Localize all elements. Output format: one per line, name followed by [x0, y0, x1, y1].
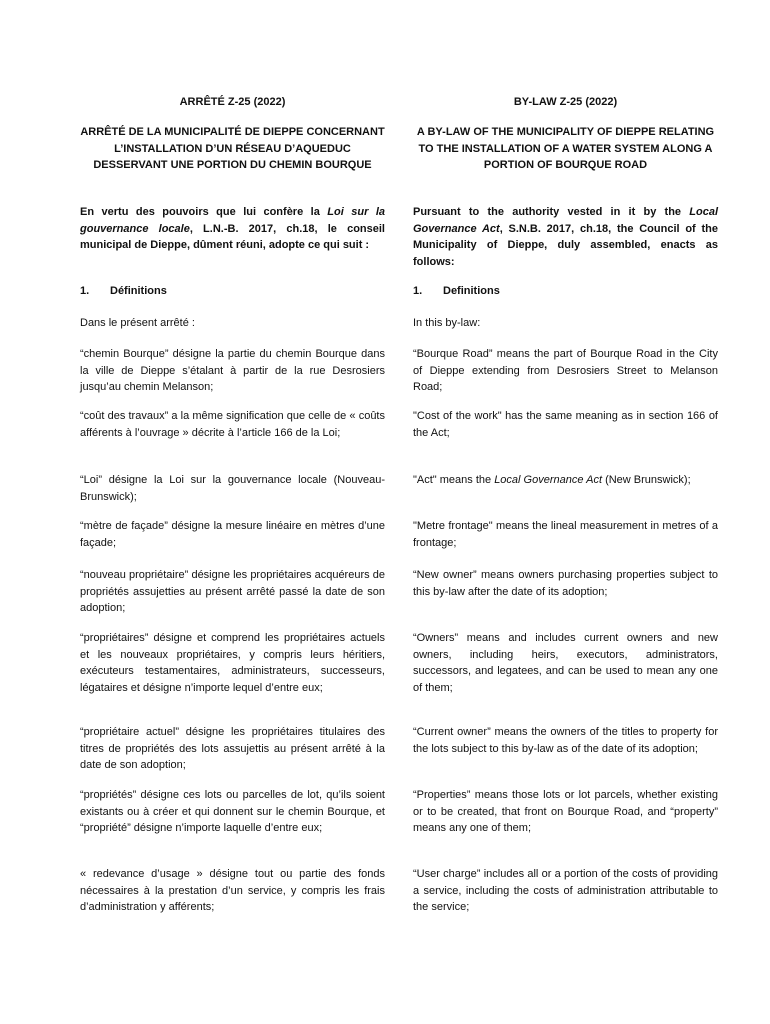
- english-preamble: Pursuant to the authority vested in it by the Local Governance Act, S.N.B. 2017, ch.18, the Council of the Municipality of Dieppe, duly assembled, enacts as follows:: [413, 206, 718, 268]
- english-definition: "Act" means the Local Governance Act (New Brunswick);: [413, 474, 691, 486]
- english-subtitle: A BY-LAW OF THE MUNICIPALITY OF DIEPPE RELATING TO THE INSTALLATION OF A WATER SYSTEM ALONG A PORTION OF BOURQUE ROAD: [416, 126, 715, 171]
- english-title: BY-LAW Z-25 (2022): [513, 96, 618, 108]
- english-section-heading: 1. Definitions: [413, 285, 500, 297]
- french-preamble: En vertu des pouvoirs que lui confère la Loi sur la gouvernance locale, L.N.-B. 2017, ch.18, le conseil municipal de Dieppe, dûment réuni, adopte ce qui suit :: [80, 206, 385, 251]
- french-definition: “coût des travaux” a la même signification que celle de « coûts afférents à l’ouvrage » décrite à l’article 166 de la Loi;: [80, 410, 385, 439]
- english-definition: “User charge” includes all or a portion of the costs of providing a service, including the costs of administration attributable to the service;: [413, 868, 718, 913]
- french-definition: “propriétaires” désigne et comprend les propriétaires actuels et les nouveaux propriétaires, y compris leurs héritiers, exécuteurs testamentaires, administrateurs, successeurs, légataires et désigne n’importe lequel d’entre eux;: [80, 632, 385, 694]
- french-definition: « redevance d’usage » désigne tout ou partie des fonds nécessaires à la prestation d’un service, y compris les frais d’administration y afférents;: [80, 868, 385, 913]
- french-definition: “chemin Bourque” désigne la partie du chemin Bourque dans la ville de Dieppe s’étalant à partir de la rue Desrosiers jusqu’au chemin Melanson;: [80, 348, 385, 393]
- english-definition: “Owners” means and includes current owners and new owners, including heirs, executors, administrators, successors, and legatees, and can be used to mean any one of them;: [413, 632, 718, 694]
- french-intro: Dans le présent arrêté :: [80, 317, 195, 329]
- french-definition: “Loi” désigne la Loi sur la gouvernance locale (Nouveau-Brunswick);: [80, 474, 385, 503]
- english-definition: “Bourque Road” means the part of Bourque Road in the City of Dieppe extending from Desrosiers Street to Melanson Road;: [413, 348, 718, 393]
- english-definition: “Current owner” means the owners of the titles to property for the lots subject to this by-law as of the date of its adoption;: [413, 726, 718, 755]
- french-definition: “mètre de façade” désigne la mesure linéaire en mètres d’une façade;: [80, 520, 385, 549]
- french-definition: “propriétaire actuel” désigne les propriétaires titulaires des titres de propriétés des lots assujettis au présent arrêté à la date de son adoption;: [80, 726, 385, 771]
- english-definition: "Metre frontage" means the lineal measurement in metres of a frontage;: [413, 520, 718, 549]
- english-definition: "Cost of the work" has the same meaning as in section 166 of the Act;: [413, 410, 718, 439]
- english-intro: In this by-law:: [413, 317, 481, 329]
- english-definition: “New owner” means owners purchasing properties subject to this by-law after the date of its adoption;: [413, 569, 718, 598]
- french-subtitle: ARRÊTÉ DE LA MUNICIPALITÉ DE DIEPPE CONCERNANT L’INSTALLATION D’UN RÉSEAU D’AQUEDUC DESSERVANT UNE PORTION DU CHEMIN BOURQUE: [80, 126, 385, 171]
- french-definition: “nouveau propriétaire” désigne les propriétaires acquéreurs de propriétés assujetties au présent arrêté passé la date de son adoption;: [80, 569, 385, 614]
- french-title: ARRÊTÉ Z-25 (2022): [179, 96, 286, 108]
- english-definition: “Properties” means those lots or lot parcels, whether existing or to be created, that front on Bourque Road, and “property” means any one of them;: [413, 789, 718, 834]
- french-section-heading: 1. Définitions: [80, 285, 167, 297]
- french-definition: “propriétés” désigne ces lots ou parcelles de lot, qu’ils soient existants ou à créer et qui donnent sur le chemin Bourque, et “propriété” désigne n’importe laquelle d’entre eux;: [80, 789, 385, 834]
